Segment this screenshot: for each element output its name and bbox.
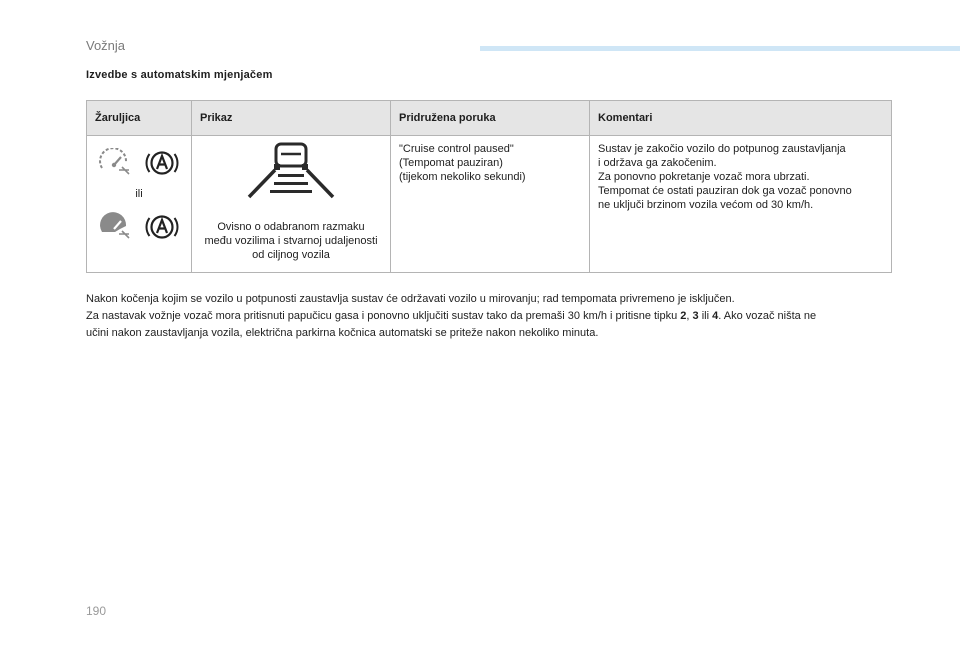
lamp-cell — [87, 136, 192, 273]
page-number: 190 — [86, 604, 107, 618]
comment-cell: Sustav je zakočio vozilo do potpunog zaustavljanja i održava ga zakočenim. Za ponovno pokretanje vozač mora ubrzati. Tempomat će ostati pauziran dok ga vozač ponovno ne uključi brzinom vozila većom od 30 km/h. — [590, 136, 892, 273]
header-poruka: Pridružena poruka — [391, 101, 590, 136]
header-accent-bar — [480, 46, 960, 51]
notes-line-3: učini nakon zaustavljanja vozila, električna parkirna kočnica automatski se priteže nakon nekoliko minuta. — [86, 327, 599, 339]
table-header-row — [87, 101, 892, 136]
section-title: Vožnja — [86, 38, 126, 53]
display-cell — [192, 136, 391, 273]
subtitle: Izvedbe s automatskim mjenjačem — [86, 69, 273, 81]
lamp-or-label: ili — [135, 188, 143, 200]
key-3: 3 — [692, 310, 699, 322]
cruise-control-outline-icon — [99, 148, 131, 178]
notes-sep-2: ili — [698, 310, 713, 322]
auto-hold-icon-2 — [145, 211, 179, 243]
notes-line-2 — [86, 308, 892, 325]
header-prikaz: Prikaz — [192, 101, 391, 136]
lamp-row-top — [95, 142, 183, 184]
notes-line-2-end: . Ako vozač ništa ne — [718, 310, 817, 322]
header-komentari: Komentari — [590, 101, 892, 136]
lamp-row-bottom — [95, 206, 183, 248]
table-row — [87, 136, 892, 273]
notes-line-1: Nakon kočenja kojim se vozilo u potpunosti zaustavlja sustav će održavati vozilo u mirovanju; rad tempomata privremeno je isključen. — [86, 293, 735, 305]
notes-line-2-text: Za nastavak vožnje vozač mora pritisnuti papučicu gasa i ponovno uključiti sustav tako da premaši 30 km/h i pritisne tipku — [86, 310, 681, 322]
notes-paragraph — [86, 291, 892, 342]
warning-lamp-table — [86, 100, 892, 273]
auto-hold-icon — [145, 147, 179, 179]
key-4: 4 — [712, 310, 719, 322]
message-cell: "Cruise control paused" (Tempomat pauziran) (tijekom nekoliko sekundi) — [391, 136, 590, 273]
cruise-control-filled-icon — [99, 212, 131, 242]
key-2: 2 — [680, 310, 687, 322]
header-zaruljica: Žaruljica — [87, 101, 192, 136]
notes-sep-1: , — [686, 310, 693, 322]
adaptive-cruise-vehicle-distance-icon — [241, 142, 341, 200]
display-caption: Ovisno o odabranom razmaku među vozilima i stvarnoj udaljenosti od ciljnog vozila — [204, 221, 378, 261]
